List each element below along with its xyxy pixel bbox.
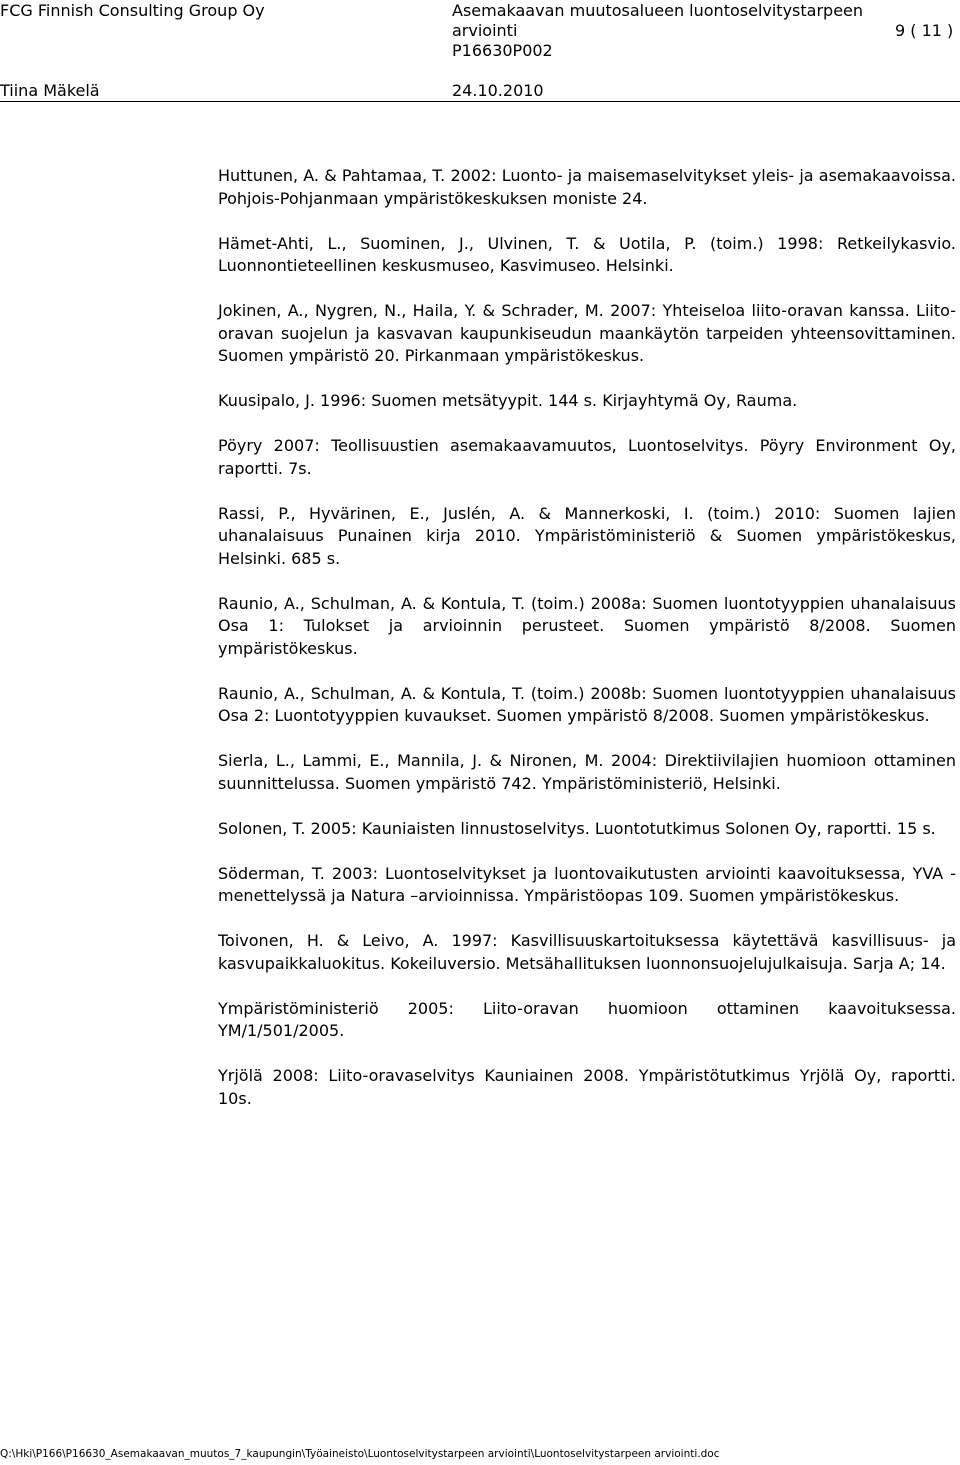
page-number: 9 ( 11 ) (895, 21, 954, 40)
reference-item: Söderman, T. 2003: Luontoselvitykset ja luontovaikutusten arviointi kaavoituksessa, YVA -menettelyssä ja Natura –arvioinnissa. Ympäristöopas 109. Suomen ympäristökeskus. (218, 863, 956, 905)
reference-item: Toivonen, H. & Leivo, A. 1997: Kasvillisuuskartoituksessa käytettävä kasvillisuus- ja kasvupaikkaluokitus. Kokeiluversio. Metsähallituksen luonnonsuojelujulkaisuja. Sarja A; 14. (218, 931, 956, 973)
reference-item: Solonen, T. 2005: Kauniaisten linnustoselvitys. Luontotutkimus Solonen Oy, raportti. 15 s. (218, 818, 936, 838)
reference-item: Pöyry 2007: Teollisuustien asemakaavamuutos, Luontoselvitys. Pöyry Environment Oy, raportti. 7s. (218, 436, 956, 478)
reference-item: Rassi, P., Hyvärinen, E., Juslén, A. & Mannerkoski, I. (toim.) 2010: Suomen lajien uhanalaisuus Punainen kirja 2010. Ympäristöministeriö & Suomen ympäristökeskus, Helsinki. 685 s. (218, 503, 956, 568)
reference-item: Ympäristöministeriö 2005: Liito-oravan huomioon ottaminen kaavoituksessa. YM/1/501/2005. (218, 998, 956, 1040)
reference-list (218, 165, 956, 1133)
footer-file-path: Q:\Hki\P166\P16630_Asemakaavan_muutos_7_kaupungin\Työaineisto\Luontoselvitystarpeen arviointi\Luontoselvitystarpeen arviointi.doc (0, 1448, 720, 1460)
document-title-line1: Asemakaavan muutosalueen luontoselvitystarpeen (452, 1, 864, 20)
project-code: P16630P002 (452, 41, 553, 60)
reference-item: Huttunen, A. & Pahtamaa, T. 2002: Luonto- ja maisemaselvitykset yleis- ja asemakaavoissa. Pohjois-Pohjanmaan ympäristökeskuksen moniste 24. (218, 166, 956, 208)
reference-item: Kuusipalo, J. 1996: Suomen metsätyypit. 144 s. Kirjayhtymä Oy, Rauma. (218, 391, 798, 410)
reference-item: Hämet-Ahti, L., Suominen, J., Ulvinen, T. & Uotila, P. (toim.) 1998: Retkeilykasvio. Luonnontieteellinen keskusmuseo, Kasvimuseo. Helsinki. (218, 233, 956, 275)
page-header (0, 0, 960, 102)
document-date: 24.10.2010 (452, 81, 544, 100)
company-name: FCG Finnish Consulting Group Oy (0, 1, 265, 20)
reference-item: Jokinen, A., Nygren, N., Haila, Y. & Schrader, M. 2007: Yhteiseloa liito-oravan kanssa. Liito-oravan suojelun ja kasvavan kaupunkiseudun maankäytön tarpeiden yhteensovittaminen. Suomen ympäristö 20. Pirkanmaan ympäristökeskus. (218, 301, 956, 365)
document-title-line2: arviointi (452, 21, 518, 40)
header-divider (0, 101, 960, 102)
reference-item: Raunio, A., Schulman, A. & Kontula, T. (toim.) 2008b: Suomen luontotyyppien uhanalaisuus Osa 2: Luontotyyppien kuvaukset. Suomen ympäristö 8/2008. Suomen ympäristökeskus. (218, 683, 956, 725)
reference-item: Sierla, L., Lammi, E., Mannila, J. & Nironen, M. 2004: Direktiivilajien huomioon ottaminen suunnittelussa. Suomen ympäristö 742. Ympäristöministeriö, Helsinki. (218, 751, 956, 793)
reference-item: Raunio, A., Schulman, A. & Kontula, T. (toim.) 2008a: Suomen luontotyyppien uhanalaisuus Osa 1: Tulokset ja arvioinnin perusteet. Suomen ympäristö 8/2008. Suomen ympäristökeskus. (218, 593, 956, 658)
author-name: Tiina Mäkelä (0, 81, 100, 100)
reference-item: Yrjölä 2008: Liito-oravaselvitys Kauniainen 2008. Ympäristötutkimus Yrjölä Oy, raportti. 10s. (218, 1066, 956, 1108)
